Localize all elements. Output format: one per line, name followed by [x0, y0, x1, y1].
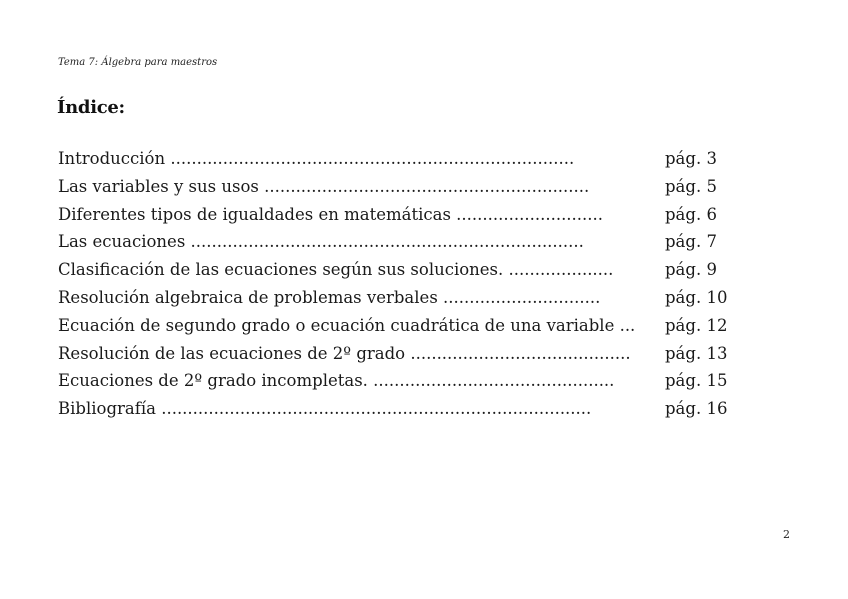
toc-entry-title: Introducción .............................................................................: [58, 149, 575, 168]
toc-entry-title: Las variables y sus usos ..............................................................: [58, 176, 590, 196]
toc-entry-page: pág. 5: [665, 176, 717, 196]
toc-entry-page: pág. 12: [665, 315, 728, 335]
toc-entry-page: pág. 3: [665, 149, 717, 168]
toc-entry: [58, 201, 738, 229]
toc-entry: [58, 367, 738, 395]
toc-entry-page: pág. 7: [665, 232, 717, 252]
toc-entry-page: pág. 9: [665, 260, 717, 280]
toc-entry: [58, 340, 738, 368]
toc-entry-title: Diferentes tipos de igualdades en matemáticas ............................: [58, 204, 604, 224]
toc-entry: [58, 284, 738, 312]
toc-entry: [58, 312, 738, 340]
toc-entry-page: pág. 6: [665, 204, 717, 224]
toc-entry: [58, 173, 738, 201]
toc-entry-title: Ecuación de segundo grado o ecuación cuadrática de una variable ...: [58, 315, 636, 335]
running-header: Tema 7: Álgebra para maestros: [58, 57, 218, 68]
page-number: 2: [783, 528, 790, 541]
index-title: Índice:: [57, 97, 125, 118]
toc-entry-title: Resolución de las ecuaciones de 2º grado ..........................................: [58, 343, 631, 363]
toc-entry: [58, 145, 738, 173]
toc-entry-page: pág. 10: [665, 287, 728, 307]
toc-entry-title: Ecuaciones de 2º grado incompletas. ..............................................: [58, 371, 615, 391]
toc-entry: [58, 228, 738, 256]
toc-entry-page: pág. 15: [665, 371, 728, 391]
table-of-contents: [58, 145, 738, 423]
toc-entry-page: pág. 13: [665, 343, 728, 363]
toc-entry-page: pág. 16: [665, 399, 728, 419]
toc-entry-title: Las ecuaciones ...........................................................................: [58, 232, 584, 252]
toc-entry: [58, 256, 738, 284]
toc-entry-title: Clasificación de las ecuaciones según sus soluciones. ....................: [58, 260, 614, 280]
toc-entry-title: Resolución algebraica de problemas verbales ..............................: [58, 287, 601, 307]
toc-entry: [58, 395, 738, 423]
toc-entry-title: Bibliografía ..................................................................................: [58, 399, 592, 419]
